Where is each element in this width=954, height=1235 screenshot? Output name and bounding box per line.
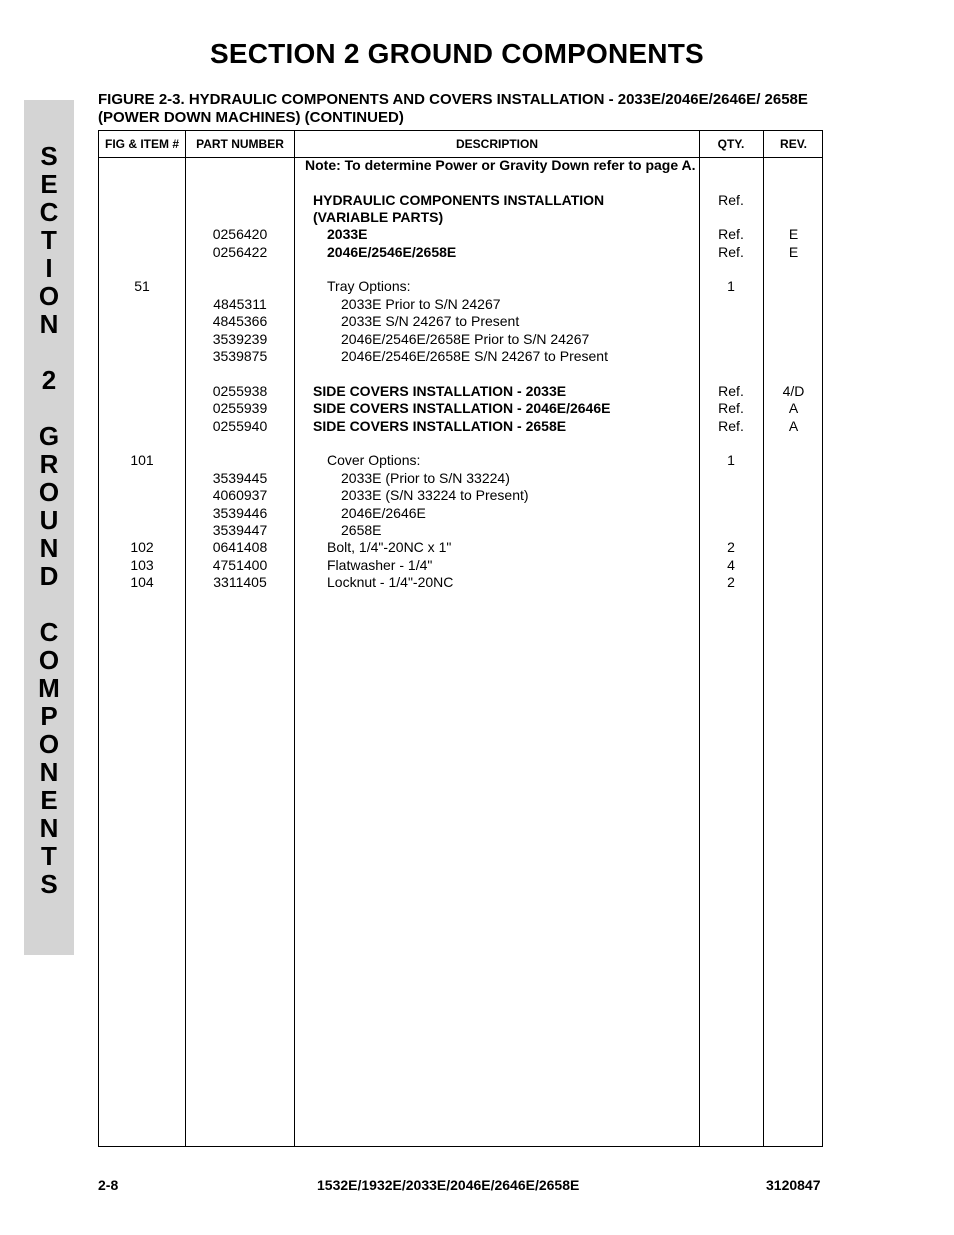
side-tab-letter: O — [38, 645, 60, 675]
part-number: 3539447 — [212, 522, 268, 538]
item-number: 101 — [130, 452, 154, 468]
side-tab-letter: T — [41, 225, 57, 255]
side-tab-letter: E — [40, 785, 58, 815]
part-number: 0255940 — [212, 418, 268, 434]
footer-page-number: 2-8 — [98, 1177, 119, 1193]
side-tab-letter: S — [40, 869, 58, 899]
quantity: 2 — [727, 574, 735, 590]
column-divider — [763, 131, 764, 1146]
part-description: 2046E/2546E/2658E — [327, 244, 457, 260]
part-description: 2046E/2546E/2658E Prior to S/N 24267 — [341, 331, 590, 347]
part-number: 4845366 — [212, 313, 268, 329]
part-number: 4845311 — [213, 296, 267, 312]
part-number: 0256422 — [212, 244, 268, 260]
item-number: 104 — [130, 574, 154, 590]
figure-title: FIGURE 2-3. HYDRAULIC COMPONENTS AND COVERS INSTALLATION - 2033E/2046E/2646E/ 2658E (POWER DOWN MACHINES) (CONTINUED) — [98, 91, 808, 126]
side-tab-letter: O — [38, 281, 60, 311]
side-tab-letter: N — [39, 309, 59, 339]
part-description: 2033E S/N 24267 to Present — [341, 313, 520, 329]
header-item: FIG & ITEM # — [104, 137, 179, 151]
revision: E — [788, 244, 799, 260]
part-description: HYDRAULIC COMPONENTS INSTALLATION — [313, 192, 605, 208]
part-description: 2033E — [327, 226, 368, 242]
side-tab-letter: 2 — [41, 365, 57, 395]
header-qty: QTY. — [717, 137, 745, 151]
part-description: 2658E — [341, 522, 382, 538]
part-number: 3539446 — [212, 505, 268, 521]
header-rev: REV. — [780, 137, 807, 151]
side-tab-letter: E — [40, 169, 58, 199]
quantity: 2 — [727, 539, 735, 555]
quantity: Ref. — [718, 192, 744, 208]
quantity: Ref. — [718, 418, 744, 434]
part-description: 2046E/2646E — [341, 505, 426, 521]
side-tab-letter: N — [39, 757, 59, 787]
revision: 4/D — [782, 383, 805, 399]
part-number: 0641408 — [212, 539, 268, 555]
side-tab-letter: N — [39, 533, 59, 563]
footer-doc-number: 3120847 — [766, 1177, 821, 1193]
part-description: SIDE COVERS INSTALLATION - 2046E/2646E — [313, 400, 611, 416]
side-tab-letter: G — [38, 421, 60, 451]
part-description: SIDE COVERS INSTALLATION - 2658E — [313, 418, 567, 434]
revision: E — [788, 226, 799, 242]
part-number: 4751400 — [212, 557, 268, 573]
side-tab-letter: D — [39, 561, 59, 591]
revision: A — [788, 400, 799, 416]
column-divider — [294, 131, 295, 1146]
side-tab-letter: N — [39, 813, 59, 843]
part-description: Locknut - 1/4"-20NC — [327, 574, 454, 590]
item-number: 51 — [134, 278, 150, 294]
part-number: 4060937 — [212, 487, 268, 503]
side-tab-letter: R — [39, 449, 59, 479]
quantity: Ref. — [718, 383, 744, 399]
quantity: Ref. — [718, 226, 744, 242]
section-title: SECTION 2 GROUND COMPONENTS — [210, 38, 704, 69]
item-number: 103 — [130, 557, 154, 573]
part-description: (VARIABLE PARTS) — [313, 209, 444, 225]
part-number: 3311405 — [213, 574, 267, 590]
part-number: 3539239 — [212, 331, 268, 347]
quantity: 1 — [727, 452, 735, 468]
side-tab-letter: S — [40, 141, 58, 171]
header-part-number: PART NUMBER — [196, 137, 284, 151]
side-tab-letter: T — [41, 841, 57, 871]
part-description: Cover Options: — [327, 452, 421, 468]
side-tab-letter: M — [38, 673, 60, 703]
part-description: 2033E (Prior to S/N 33224) — [341, 470, 510, 486]
part-description: Note: To determine Power or Gravity Down refer to page A. — [305, 157, 696, 173]
part-description: 2033E Prior to S/N 24267 — [341, 296, 501, 312]
quantity: 1 — [727, 278, 735, 294]
side-tab-letter: O — [38, 477, 60, 507]
part-description: SIDE COVERS INSTALLATION - 2033E — [313, 383, 567, 399]
quantity: Ref. — [718, 244, 744, 260]
side-tab-letter: C — [39, 617, 59, 647]
part-number: 3539445 — [212, 470, 268, 486]
section-side-tab — [24, 100, 74, 955]
column-divider — [185, 131, 186, 1146]
part-number: 0255938 — [212, 383, 268, 399]
part-description: Tray Options: — [327, 278, 411, 294]
side-tab-letter: U — [39, 505, 59, 535]
side-tab-letter: I — [45, 253, 53, 283]
footer-models: 1532E/1932E/2033E/2046E/2646E/2658E — [317, 1177, 580, 1193]
part-number: 0256420 — [212, 226, 268, 242]
item-number: 102 — [130, 539, 154, 555]
revision: A — [788, 418, 799, 434]
side-tab-letter: O — [38, 729, 60, 759]
quantity: Ref. — [718, 400, 744, 416]
quantity: 4 — [727, 557, 735, 573]
parts-table — [98, 130, 823, 1147]
part-description: Flatwasher - 1/4" — [327, 557, 433, 573]
part-description: Bolt, 1/4"-20NC x 1" — [327, 539, 452, 555]
header-description: DESCRIPTION — [455, 137, 538, 151]
part-description: 2046E/2546E/2658E S/N 24267 to Present — [341, 348, 608, 364]
part-description: 2033E (S/N 33224 to Present) — [341, 487, 529, 503]
side-tab-letter: P — [40, 701, 58, 731]
part-number: 3539875 — [212, 348, 268, 364]
side-tab-letter: C — [39, 197, 59, 227]
part-number: 0255939 — [212, 400, 268, 416]
